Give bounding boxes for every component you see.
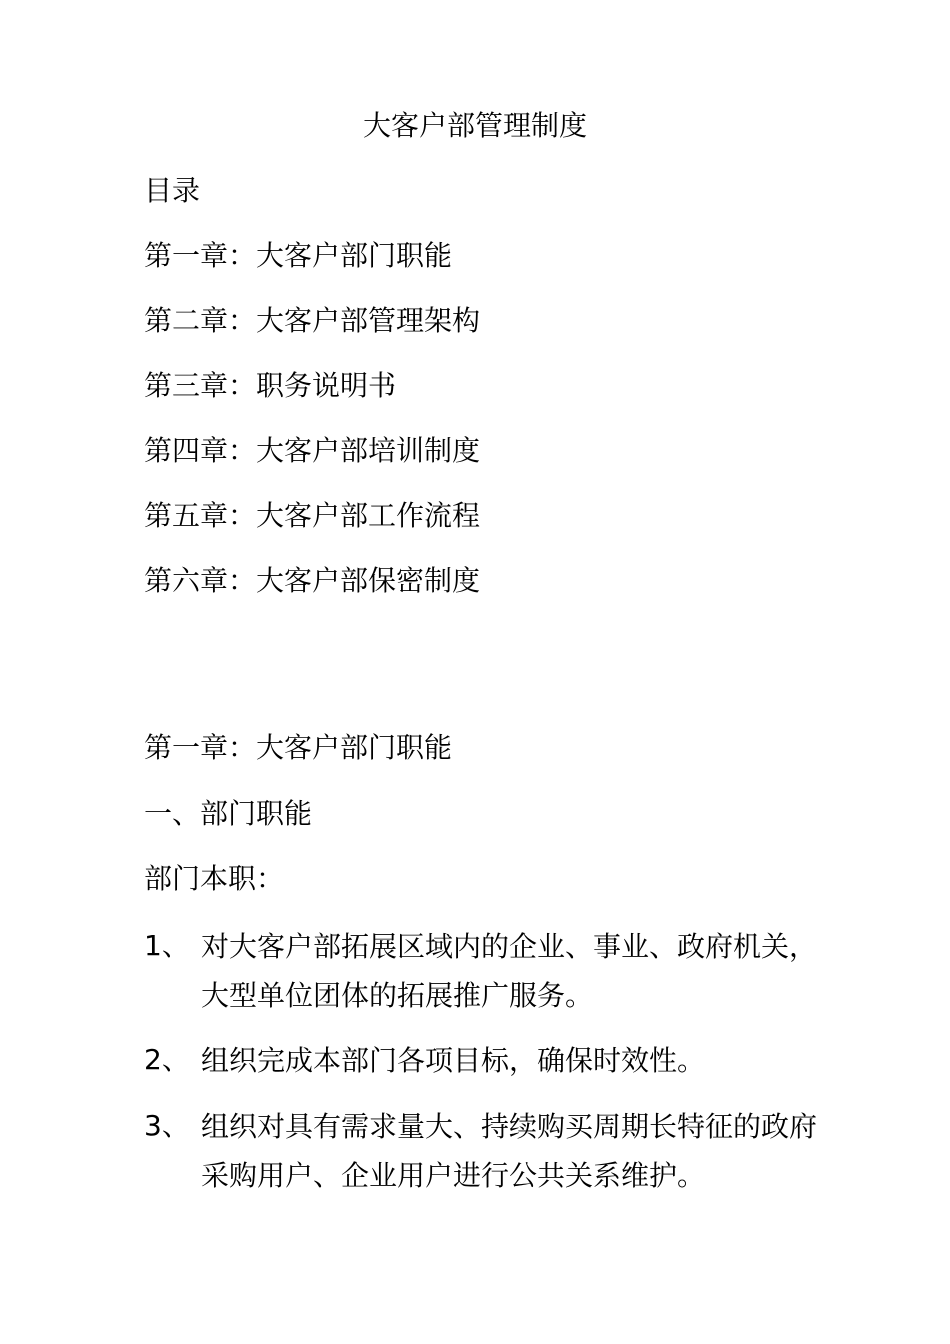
toc-entry-5: 第五章：大客户部工作流程: [144, 499, 481, 532]
list-item-text: 组织对具有需求量大、持续购买周期长特征的政府采购用户、企业用户进行公共关系维护。: [201, 1110, 818, 1192]
chapter-heading: 第一章：大客户部门职能: [144, 731, 453, 764]
list-item-text: 组织完成本部门各项目标，确保时效性。: [201, 1044, 706, 1077]
toc-heading: 目录: [144, 174, 201, 207]
document-title: 大客户部管理制度: [362, 109, 587, 142]
toc-entry-3: 第三章：职务说明书: [144, 369, 397, 402]
list-item-number: 2、: [144, 1043, 190, 1076]
list-item-text: 对大客户部拓展区域内的企业、事业、政府机关，大型单位团体的拓展推广服务。: [201, 930, 818, 1012]
toc-entry-4: 第四章：大客户部培训制度: [144, 434, 481, 467]
toc-entry-1: 第一章：大客户部门职能: [144, 239, 453, 272]
toc-entry-2: 第二章：大客户部管理架构: [144, 304, 481, 337]
list-item-number: 3、: [144, 1109, 190, 1142]
subheading: 部门本职：: [144, 862, 285, 895]
section-heading: 一、部门职能: [144, 797, 313, 830]
list-item-number: 1、: [144, 929, 190, 962]
toc-entry-6: 第六章：大客户部保密制度: [144, 564, 481, 597]
